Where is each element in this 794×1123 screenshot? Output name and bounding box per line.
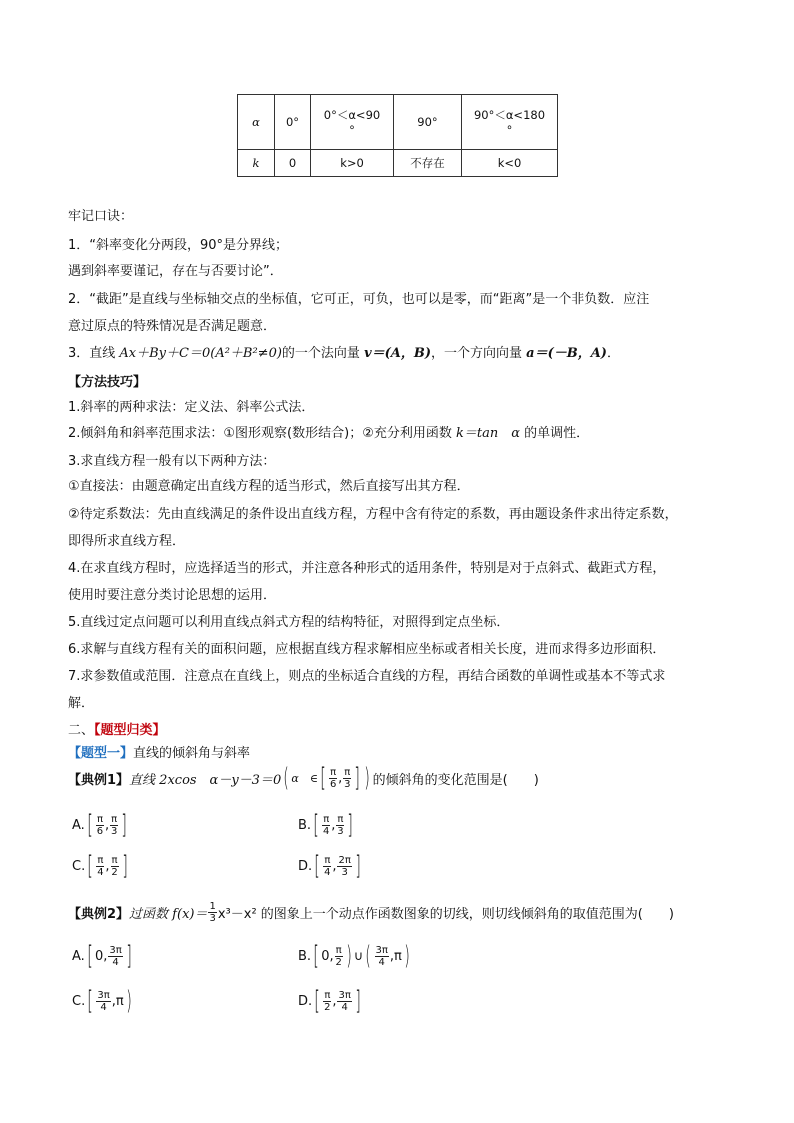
method-4-1: 4.在求直线方程时，应选择适当的形式，并注意各种形式的适用条件，特别是对于点斜式、截距式方程， <box>68 561 666 576</box>
methods-title: 【方法技巧】 <box>68 375 147 390</box>
example-1-option-b[interactable]: B. [ $\frac{\pi}{4}$ , $\frac{\pi}{3}$ ] <box>298 810 354 840</box>
cell-90: 90° <box>394 95 462 150</box>
method-3: 3.求直线方程一般有以下两种方法： <box>68 454 276 469</box>
mnemonic-line-4: 意过原点的特殊情况是否满足题意． <box>68 319 277 334</box>
method-3b-2: 即得所求直线方程． <box>68 534 186 549</box>
line-equation: Ax＋By＋C＝0(A²＋B²≠0) <box>119 346 282 361</box>
mnemonic-line-5: 3．直线 Ax＋By＋C＝0(A²＋B²≠0)的一个法向量 v＝(A，B)，一个方向向量 a＝(－B，A)． <box>68 346 620 361</box>
example-2-option-d[interactable]: D. [ $\frac{\pi}{2}$ , $\frac{3\pi}{4}$ ] <box>298 986 361 1016</box>
example-2-option-a[interactable]: A. [ 0 , $\frac{3\pi}{4}$ ] <box>72 941 132 971</box>
method-3a: ①直接法：由题意确定出直线方程的适当形式，然后直接写出其方程． <box>68 479 470 494</box>
method-1: 1.斜率的两种求法：定义法、斜率公式法． <box>68 400 315 415</box>
method-6: 6.求解与直线方程有关的面积问题，应根据直线方程求解相应坐标或者相关长度，进而求得多边形面积． <box>68 642 666 657</box>
cell-zero-deg: 0° <box>275 95 311 150</box>
example-1-option-a[interactable]: A. [ $\frac{\pi}{6}$ , $\frac{\pi}{3}$ ] <box>72 810 128 840</box>
slope-table <box>237 94 558 177</box>
method-3b-1: ②待定系数法：先由直线满足的条件设出直线方程，方程中含有待定的系数，再由题设条件求出待定系数， <box>68 507 678 522</box>
cell-obtuse-range: 90°＜α<180 ° <box>462 95 558 150</box>
section-2-heading: 二、【题型归类】 <box>68 723 166 738</box>
cell-k-positive: k>0 <box>311 150 394 177</box>
method-5: 5.直线过定点问题可以利用直线点斜式方程的结构特征，对照得到定点坐标． <box>68 615 510 630</box>
cell-k: k <box>238 150 275 177</box>
example-1-stem: 【典例1】 直线 2xcos α－y－3＝0 ( α ∈ [ $\frac{\pi}{6}$ , $\frac{\pi}{3}$ ] ) 的倾斜角的变化范围是( ) <box>68 763 539 793</box>
example-2-stem: 【典例2】 过函数 f(x)＝ $\frac{1}{3}$ x³－x² 的图象上一个动点作函数图象的切线，则切线倾斜角的取值范围为( ) <box>68 901 674 924</box>
normal-vector: v＝(A，B) <box>364 346 431 361</box>
cell-k-none: 不存在 <box>394 150 462 177</box>
mnemonic-line-1: 1．“斜率变化分两段，90°是分界线； <box>68 238 289 253</box>
method-7-1: 7.求参数值或范围．注意点在直线上，则点的坐标适合直线的方程，再结合函数的单调性或基本不等式求 <box>68 669 666 684</box>
mnemonic-title: 牢记口诀： <box>68 209 134 224</box>
method-4-2: 使用时要注意分类讨论思想的运用． <box>68 588 277 603</box>
mnemonic-line-2: 遇到斜率要谨记，存在与否要讨论”． <box>68 264 283 279</box>
method-2: 2.倾斜角和斜率范围求法：①图形观察(数形结合)；②充分利用函数 k＝tan α 的单调性． <box>68 426 590 441</box>
mnemonic-line-3: 2．“截距”是直线与坐标轴交点的坐标值，它可正，可负，也可以是零，而“距离”是一个非负数．应注 <box>68 292 650 307</box>
cell-k-zero: 0 <box>275 150 311 177</box>
direction-vector: a＝(－B，A) <box>526 346 607 361</box>
example-1-option-c[interactable]: C. [ $\frac{\pi}{4}$ , $\frac{\pi}{2}$ ] <box>72 851 128 881</box>
example-2-option-b[interactable]: B. [ 0 , $\frac{\pi}{2}$ ) ∪ ( $\frac{3\pi}{4}$ , π ) <box>298 941 410 971</box>
example-1-option-d[interactable]: D. [ $\frac{\pi}{4}$ , $\frac{2\pi}{3}$ ] <box>298 851 361 881</box>
example-2-option-c[interactable]: C. [ $\frac{3\pi}{4}$ , π ) <box>72 986 132 1016</box>
cell-acute-range: 0°＜α<90 ° <box>311 95 394 150</box>
cell-alpha: α <box>238 95 275 150</box>
method-7-2: 解． <box>68 696 95 711</box>
type-1-heading: 【题型一】直线的倾斜角与斜率 <box>68 746 251 761</box>
cell-k-negative: k<0 <box>462 150 558 177</box>
